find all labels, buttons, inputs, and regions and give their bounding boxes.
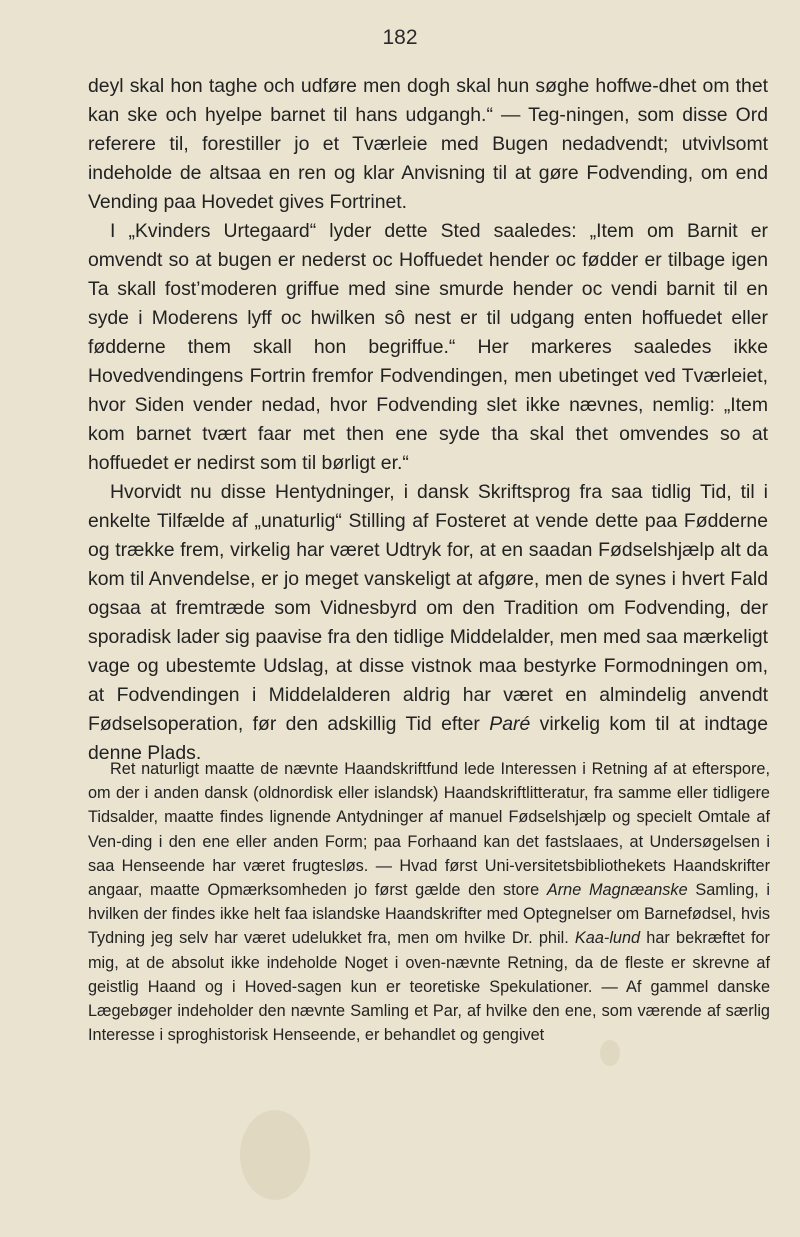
paragraph-text: virkelig kom til at indtage denne Plads. [88, 713, 768, 764]
italic-name: Paré [489, 713, 531, 735]
italic-name: Arne Magnæanske [546, 881, 688, 900]
paragraph [88, 478, 768, 768]
note-text [88, 757, 770, 1047]
note-text-span: Samling, i hvilken der findes ikke helt faa islandske Haandskrifter med Optegnelser om Barnefødsel, hvis Tydning jeg selv har været udelukket fra, men om hvilke Dr. phil. [88, 881, 770, 948]
paper-stain [240, 1110, 310, 1200]
page-number: 182 [382, 26, 418, 49]
note-paragraph [88, 757, 770, 1047]
note-text-span: Ret naturligt maatte de nævnte Haandskriftfund lede Interessen i Retning af at efterspore, om der i anden dansk (oldnordisk eller islandsk) Haandskriftlitteratur, fra samme eller tidligere Tidsalder, maatte findes lignende Antydninger af manuel Fødselshjælp og specielt Omtale af Ven-ding i den ene eller anden Form; paa Forhaand kan det fastslaaes, at Undersøgelsen i saa Henseende har været frugtesløs. — Hvad først Uni-versitetsbibliothekets Haandskrifter angaar, maatte Opmærksomheden jo først gælde den store [88, 760, 770, 900]
main-text [88, 72, 768, 768]
italic-name: Kaa-lund [574, 929, 641, 948]
paragraph: I „Kvinders Urtegaard“ lyder dette Sted saaledes: „Item om Barnit er omvendt so at bugen er nederst oc Hoffuedet hender oc fødder er tilbage igen Ta skall fost’moderen griffue med sine smurde hender oc vendi barnit til en syde i Moderens lyff oc hwilken sô nest er til udgang enten hoffuedet eller fødderne them skall hon begriffue.“ Her markeres saaledes ikke Hovedvendingens Fortrin fremfor Fodvendingen, men ubetinget ved Tværleiet, hvor Siden vender nedad, hvor Fodvending slet ikke nævnes, nemlig: „Item kom barnet tvært faar met then ene syde tha skal thet omvendes so at hoffuedet er nedirst som til børligt er.“ [88, 220, 768, 474]
paragraph-text: Hvorvidt nu disse Hentydninger, i dansk Skriftsprog fra saa tidlig Tid, til i enkelte Tilfælde af „unaturlig“ Stilling af Fosteret at vende dette paa Fødderne og trække frem, virkelig har været Udtryk for, at en saadan Fødselshjælp alt da kom til Anvendelse, er jo meget vanskeligt at afgøre, men de synes i hvert Fald ogsaa at fremtræde som Vidnesbyrd om den Tradition om Fodvending, der sporadisk lader sig paavise fra den tidlige Middelalder, men med saa mærkeligt vage og ubestemte Udslag, at disse vistnok maa bestyrke Formodningen om, at Fodvendingen i Middelalderen aldrig har været en almindelig anvendt Fødselsoperation, før den adskillig Tid efter [88, 481, 768, 735]
note-text-span: har bekræftet for mig, at de absolut ikke indeholde Noget i oven-nævnte Retning, da de fleste er skrevne af geistlig Haand og i Hoved-sagen kun er teoretiske Spekulationer. — Af gammel danske Lægebøger indeholder den nævnte Samling et Par, af hvilke den ene, som værende af særlig Interesse i sproghistorisk Henseende, er behandlet og gengivet [88, 929, 770, 1045]
paragraph: deyl skal hon taghe och udføre men dogh skal hun søghe hoffwe-dhet om thet kan ske och hyelpe barnet til hans udgangh.“ — Teg-ningen, som disse Ord referere til, forestiller jo et Tværleie med Bugen nedadvendt; utvivlsomt indeholde de altsaa en ren og klar Anvisning til at gøre Fodvending, om end Vending paa Hovedet gives Fortrinet. [88, 75, 768, 213]
